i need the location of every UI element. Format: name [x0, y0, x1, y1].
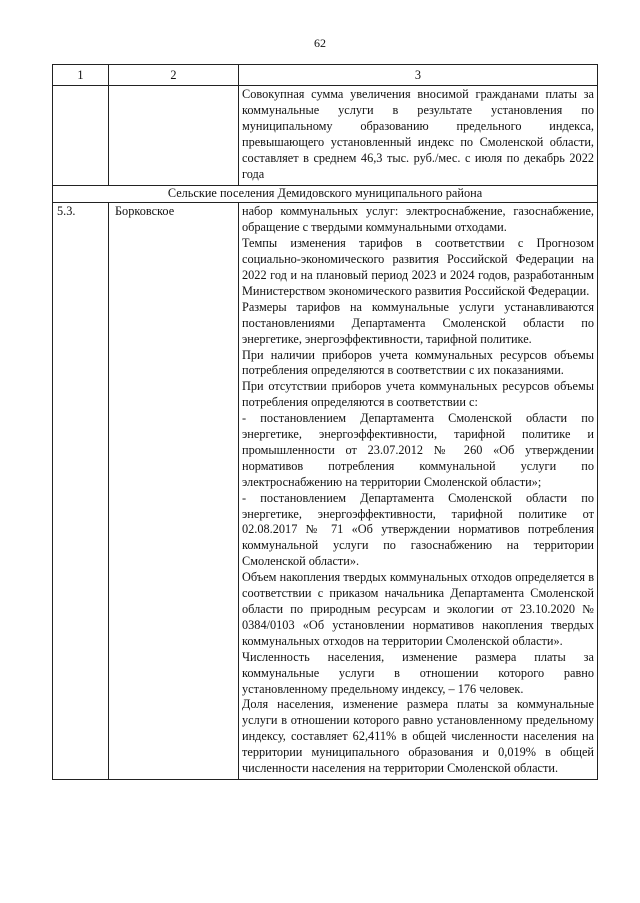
paragraph-population-share: Доля населения, изменение размера платы за коммунальные услуги в отношении которого равно установленному предельному индексу, составляет 62,411% в общей численности населения на территории муниципального образования и 0,019% в общей численности населения на территории Смоленской области.	[242, 697, 594, 776]
paragraph-gas-norms: - постановлением Департамента Смоленской области по энергетике, энергоэффективности, тарифной политике от 02.08.2017 № 71 «Об утверждении нормативов потребления коммунальной услуги по газоснабжению на территории Смоленской области».	[242, 490, 594, 569]
paragraph-meters-present: При наличии приборов учета коммунальных ресурсов объемы потребления определяются в соответствии с их показаниями.	[242, 347, 594, 378]
column-header-1: 1	[53, 65, 109, 86]
settlement-name: Борковское	[109, 203, 239, 780]
row-description	[239, 203, 598, 780]
continuation-text: Совокупная сумма увеличения вносимой гражданами платы за коммунальные услуги в результате установления по муниципальному образованию предельного индекса, превышающего установленный индекс по Смоленской области, составляет в среднем 46,3 тыс. руб./мес. с июля по декабрь 2022 года	[242, 87, 594, 181]
continuation-number-cell	[53, 86, 109, 186]
continuation-name-cell	[109, 86, 239, 186]
section-row	[53, 186, 598, 203]
paragraph-waste-norms: Объем накопления твердых коммунальных отходов определяется в соответствии с приказом начальника Департамента Смоленской области по природным ресурсам и экологии от 23.10.2020 № 0384/0103 «Об установлении нормативов накопления твердых коммунальных отходов на территории Смоленской области».	[242, 570, 594, 648]
table-row	[53, 203, 598, 780]
tariff-table	[52, 64, 598, 780]
paragraph-electricity-norms: - постановлением Департамента Смоленской области по энергетике, энергоэффективности, тарифной политике и промышленности от 23.07.2012 № 260 «Об утверждении нормативов потребления коммунальной услуги по электроснабжению на территории Смоленской области»;	[242, 411, 594, 489]
page-number: 62	[314, 36, 326, 50]
paragraph-tariff-sizes: Размеры тарифов на коммунальные услуги устанавливаются постановлениями Департамента Смоленской области по энергетике, энергоэффективности, тарифной политике.	[242, 299, 594, 346]
section-title: Сельские поселения Демидовского муниципального района	[53, 186, 598, 203]
paragraph-services: набор коммунальных услуг: электроснабжение, газоснабжение, обращение с твердыми коммунальными отходами.	[242, 204, 594, 235]
continuation-text-cell	[239, 86, 598, 186]
column-header-2: 2	[109, 65, 239, 86]
paragraph-population-count: Численность населения, изменение размера платы за коммунальные услуги в отношении которого равно установленному предельному индексу, – 176 человек.	[242, 649, 594, 696]
table-header-row	[53, 65, 598, 86]
continuation-row	[53, 86, 598, 186]
paragraph-tariff-rates: Темпы изменения тарифов в соответствии с Прогнозом социально-экономического развития Российской Федерации на 2022 год и на плановый период 2023 и 2024 годов, разработанным Министерством экономического развития Российской Федерации.	[242, 236, 594, 298]
column-header-3: 3	[239, 65, 598, 86]
paragraph-meters-absent: При отсутствии приборов учета коммунальных ресурсов объемы потребления определяются в соответствии с:	[242, 379, 594, 410]
row-number: 5.3.	[53, 203, 109, 780]
